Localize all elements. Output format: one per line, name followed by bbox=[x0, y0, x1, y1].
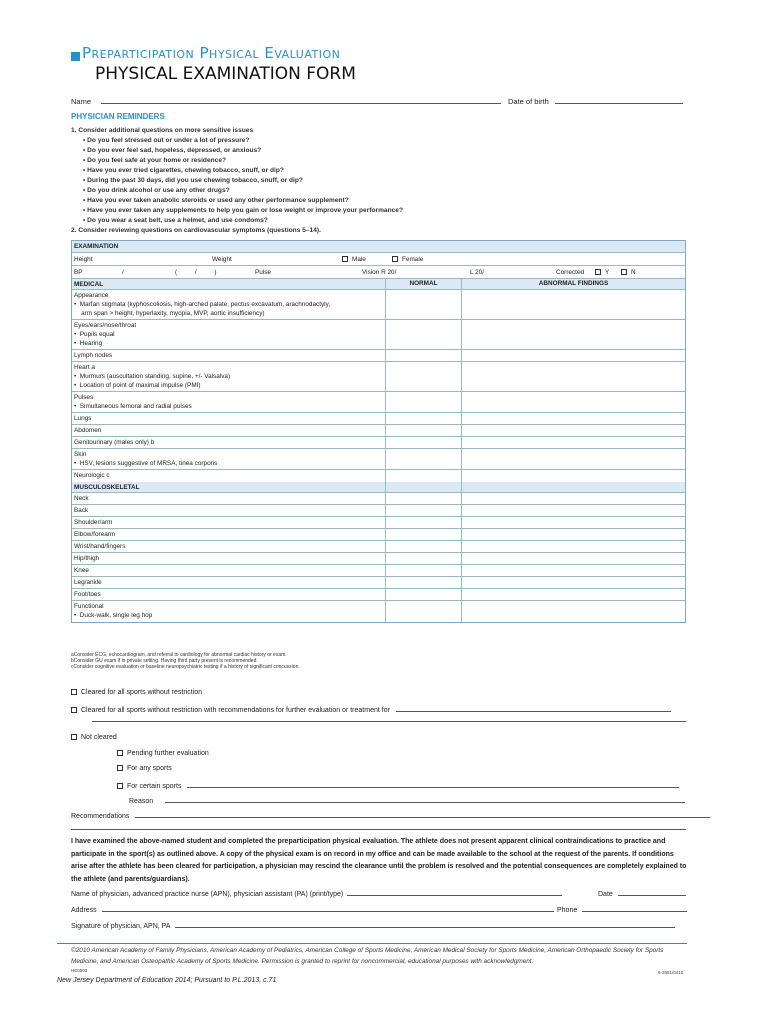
bullet-icon: • bbox=[83, 147, 88, 154]
nj-citation: New Jersey Department of Education 2014; Pursuant to P.L.2013, c.71 bbox=[57, 977, 277, 984]
height-label: Height bbox=[74, 256, 93, 263]
medical-row bbox=[72, 362, 685, 392]
bullet-icon: • bbox=[83, 207, 88, 214]
certain-sports-field[interactable] bbox=[187, 780, 679, 788]
male-option[interactable]: Male bbox=[342, 255, 366, 264]
checkbox-icon[interactable] bbox=[71, 689, 77, 695]
abnormal-findings-cell[interactable] bbox=[462, 553, 685, 564]
physician-statement: I have examined the above-named student and completed the preparticipation physical evaluation. The athlete does not present apparent clinical contraindications to practice and participate in the sport(s) as outlined above. A copy of the physical exam is on record in my office and can be made available to the school at the request of the parents. If conditions arise after the athlete has been cleared for participation, a physician may rescind the clearance until the problem is resolved and the potential consequences are completely explained to the athlete (and parents/guardians). bbox=[71, 838, 687, 883]
normal-cell[interactable] bbox=[386, 470, 462, 482]
name-row bbox=[71, 96, 501, 106]
abnormal-heading: ABNORMAL FINDINGS bbox=[538, 280, 609, 287]
checkbox-icon[interactable] bbox=[71, 734, 77, 740]
abnormal-findings-cell[interactable] bbox=[462, 601, 685, 622]
abnormal-findings-cell[interactable] bbox=[462, 470, 685, 482]
page-title: PHYSICAL EXAMINATION FORM bbox=[95, 64, 356, 84]
reminder-bullet: • Have you ever taken any supplements to help you gain or lose weight or improve your performance? bbox=[83, 207, 403, 214]
sig-date-field[interactable] bbox=[618, 888, 686, 896]
bp-vision-row bbox=[72, 266, 685, 279]
reminders-heading: PHYSICIAN REMINDERS bbox=[71, 112, 165, 121]
footnote: aConsider ECG, echocardiogram, and referral to cardiology for abnormal cardiac history or exam. bbox=[71, 652, 287, 658]
checkbox-icon[interactable] bbox=[621, 269, 627, 275]
msk-row bbox=[72, 541, 685, 553]
abnormal-findings-cell[interactable] bbox=[462, 362, 685, 391]
name-label: Name bbox=[71, 97, 92, 106]
bullet-icon: • bbox=[83, 197, 88, 204]
abnormal-findings-cell[interactable] bbox=[462, 529, 685, 540]
further-eval-field[interactable] bbox=[396, 704, 671, 712]
checkbox-icon[interactable] bbox=[117, 765, 123, 771]
name-field[interactable] bbox=[101, 96, 501, 104]
normal-cell[interactable] bbox=[386, 290, 462, 319]
pending-option[interactable]: Pending further evaluation bbox=[117, 750, 209, 757]
normal-cell[interactable] bbox=[386, 425, 462, 436]
medical-row bbox=[72, 425, 685, 437]
normal-cell[interactable] bbox=[386, 493, 462, 504]
reminder-bullet: • Do you feel safe at your home or residence? bbox=[83, 157, 227, 164]
form-code-right: 9-2681/0410 bbox=[658, 970, 684, 975]
corrected-label: Corrected bbox=[556, 269, 585, 276]
checkbox-icon[interactable] bbox=[117, 783, 123, 789]
normal-cell[interactable] bbox=[386, 437, 462, 448]
medical-row-label: Lungs bbox=[72, 413, 386, 424]
medical-row bbox=[72, 320, 685, 350]
abnormal-findings-cell[interactable] bbox=[462, 565, 685, 576]
reminder-bullet: • Do you feel stressed out or under a lot of pressure? bbox=[83, 137, 250, 144]
abnormal-findings-cell[interactable] bbox=[462, 493, 685, 504]
msk-row bbox=[72, 517, 685, 529]
medical-row-label: Pulses • Simultaneous femoral and radial pulses bbox=[72, 392, 386, 412]
msk-row-label: Knee bbox=[72, 565, 386, 576]
recommendations-label: Recommendations bbox=[71, 813, 130, 820]
normal-cell[interactable] bbox=[386, 392, 462, 412]
exam-heading: EXAMINATION bbox=[74, 243, 119, 250]
medical-row bbox=[72, 290, 685, 320]
footnote: bConsider GU exam if in private setting. Having third party present is recommended. bbox=[71, 658, 258, 664]
checkbox-icon[interactable] bbox=[392, 256, 398, 262]
reminder-bullets bbox=[71, 136, 403, 226]
female-option[interactable]: Female bbox=[392, 255, 423, 264]
abnormal-findings-cell[interactable] bbox=[462, 517, 685, 528]
msk-row-label: Wrist/hand/fingers bbox=[72, 541, 386, 552]
msk-row-label: Back bbox=[72, 505, 386, 516]
checkbox-icon[interactable] bbox=[117, 750, 123, 756]
normal-cell[interactable] bbox=[386, 320, 462, 349]
msk-row bbox=[72, 505, 685, 517]
medical-heading-row bbox=[72, 279, 685, 290]
clear-opt3[interactable]: Not cleared bbox=[71, 734, 117, 741]
msk-rows bbox=[72, 493, 685, 622]
abnormal-findings-cell[interactable] bbox=[462, 392, 685, 412]
clear-opt1[interactable]: Cleared for all sports without restriction bbox=[71, 689, 202, 696]
reminder-bullet: • Do you drink alcohol or use any other drugs? bbox=[83, 187, 230, 194]
bullet-icon: • bbox=[83, 177, 88, 184]
recommendations-line2[interactable] bbox=[71, 822, 686, 832]
normal-cell[interactable] bbox=[386, 577, 462, 588]
msk-row bbox=[72, 553, 685, 565]
reminder-item-2: 2. Consider reviewing questions on cardiovascular symptoms (questions 5–14). bbox=[71, 227, 321, 234]
msk-row bbox=[72, 601, 685, 622]
bp-label: BP bbox=[74, 269, 83, 276]
medical-row-label: Genitourinary (males only) b bbox=[72, 437, 386, 448]
address-label: Address bbox=[71, 907, 97, 914]
msk-row bbox=[72, 529, 685, 541]
msk-row-label: Leg/ankle bbox=[72, 577, 386, 588]
abnormal-findings-cell[interactable] bbox=[462, 505, 685, 516]
reminder-bullet: • Have you ever tried cigarettes, chewing tobacco, snuff, or dip? bbox=[83, 167, 284, 174]
pulse-label: Pulse bbox=[255, 269, 271, 276]
reminder-bullet: • Have you ever taken anabolic steroids or used any other performance supplement? bbox=[83, 197, 349, 204]
bullet-icon: • bbox=[83, 137, 88, 144]
abnormal-findings-cell[interactable] bbox=[462, 425, 685, 436]
msk-row bbox=[72, 565, 685, 577]
checkbox-icon[interactable] bbox=[71, 707, 77, 713]
bullet-icon: • bbox=[83, 157, 88, 164]
height-weight-row bbox=[72, 253, 685, 266]
vision-left-label: L 20/ bbox=[470, 269, 484, 276]
signature-row bbox=[71, 920, 675, 930]
medical-row bbox=[72, 413, 685, 425]
reason-field[interactable] bbox=[165, 795, 685, 803]
abnormal-findings-cell[interactable] bbox=[462, 320, 685, 349]
dob-row bbox=[508, 96, 683, 106]
msk-row-label: Functional • Duck-walk, single leg hop bbox=[72, 601, 386, 622]
medical-rows bbox=[72, 290, 685, 482]
normal-cell[interactable] bbox=[386, 413, 462, 424]
normal-cell[interactable] bbox=[386, 541, 462, 552]
msk-row-label: Shoulder/arm bbox=[72, 517, 386, 528]
footer-divider bbox=[57, 943, 687, 944]
weight-label: Weight bbox=[212, 256, 232, 263]
reminder-item-1: 1. Consider additional questions on more sensitive issues bbox=[71, 127, 254, 134]
checkbox-icon[interactable] bbox=[342, 256, 348, 262]
msk-row-label: Elbow/forearm bbox=[72, 529, 386, 540]
exam-heading-row bbox=[72, 241, 685, 253]
bp-slash: / bbox=[122, 269, 124, 276]
address-field[interactable] bbox=[102, 904, 554, 912]
msk-row-label: Foot/toes bbox=[72, 589, 386, 600]
msk-row bbox=[72, 577, 685, 589]
clear-opt2[interactable]: Cleared for all sports without restriction with recommendations for further evaluation or treatment for bbox=[71, 704, 671, 714]
checkbox-icon[interactable] bbox=[595, 269, 601, 275]
reminders-list bbox=[71, 126, 403, 236]
medical-row-label: Neurologic c bbox=[72, 470, 386, 482]
medical-row-label: Lymph nodes bbox=[72, 350, 386, 361]
bullet-icon: • bbox=[83, 187, 88, 194]
medical-row-label: Heart a • Murmurs (auscultation standing, supine, +/- Valsalva) • Location of point of maximal impulse (PMI) bbox=[72, 362, 386, 391]
medical-row-label: Skin • HSV, lesions suggestive of MRSA, tinea corporis bbox=[72, 449, 386, 469]
reason-row bbox=[129, 795, 685, 805]
normal-cell[interactable] bbox=[386, 449, 462, 469]
signature-field[interactable] bbox=[175, 920, 675, 928]
copyright-notice: ©2010 American Academy of Family Physicians, American Academy of Pediatrics, American College of Sports Medicine, American Medical Society for Sports Medicine, American Orthopaedic Society for Sports Medicine, and American Osteopathic Academy of Sports Medicine. Permission is granted to reprint for noncommercial, educational purposes with acknowledgment. bbox=[71, 947, 664, 965]
medical-row bbox=[72, 350, 685, 362]
normal-cell[interactable] bbox=[386, 517, 462, 528]
abnormal-findings-cell[interactable] bbox=[462, 589, 685, 600]
normal-cell[interactable] bbox=[386, 553, 462, 564]
dob-field[interactable] bbox=[555, 96, 683, 104]
msk-row-label: Hip/thigh bbox=[72, 553, 386, 564]
footnote: cConsider cognitive evaluation or baseline neuropsychiatric testing if a history of significant concussion. bbox=[71, 664, 300, 670]
form-subtitle: Preparticipation Physical Evaluation bbox=[71, 44, 340, 62]
normal-cell[interactable] bbox=[386, 529, 462, 540]
reminder-bullet: • During the past 30 days, did you use chewing tobacco, snuff, or dip? bbox=[83, 177, 303, 184]
msk-heading-row bbox=[72, 482, 685, 493]
medical-row-label: Eyes/ears/nose/throat • Pupils equal • Hearing bbox=[72, 320, 386, 349]
bullet-icon: • bbox=[83, 217, 88, 224]
signature-label: Signature of physician, APN, PA bbox=[71, 923, 171, 930]
sig-date-label: Date bbox=[598, 891, 613, 898]
abnormal-findings-cell[interactable] bbox=[462, 413, 685, 424]
further-eval-line2[interactable] bbox=[92, 714, 686, 724]
medical-row-label: Abdomen bbox=[72, 425, 386, 436]
bp-recheck: ( / ) bbox=[175, 269, 217, 276]
dob-label: Date of birth bbox=[508, 97, 549, 106]
recommendations-field[interactable] bbox=[135, 810, 710, 818]
certain-sports-option[interactable]: For certain sports bbox=[117, 780, 679, 790]
physician-name-field[interactable] bbox=[347, 888, 562, 896]
abnormal-findings-cell[interactable] bbox=[462, 577, 685, 588]
footnotes bbox=[71, 652, 300, 670]
medical-row bbox=[72, 392, 685, 413]
bullet-icon: • bbox=[83, 167, 88, 174]
medical-row bbox=[72, 470, 685, 482]
phone-label: Phone bbox=[557, 907, 578, 914]
normal-cell[interactable] bbox=[386, 565, 462, 576]
abnormal-findings-cell[interactable] bbox=[462, 290, 685, 319]
phone-row bbox=[557, 904, 687, 914]
normal-cell[interactable] bbox=[386, 601, 462, 622]
msk-row-label: Neck bbox=[72, 493, 386, 504]
sig-date-row bbox=[598, 888, 686, 898]
phone-field[interactable] bbox=[582, 904, 687, 912]
msk-row bbox=[72, 493, 685, 505]
vision-right-label: Vision R 20/ bbox=[362, 269, 397, 276]
normal-heading: NORMAL bbox=[386, 279, 462, 289]
abnormal-findings-cell[interactable] bbox=[462, 541, 685, 552]
reason-label: Reason bbox=[129, 798, 154, 805]
corrected-yes[interactable]: Y bbox=[595, 268, 609, 277]
form-code-left: HE0503 bbox=[71, 968, 88, 973]
physician-name-row bbox=[71, 888, 562, 898]
normal-cell[interactable] bbox=[386, 362, 462, 391]
address-row bbox=[71, 904, 554, 914]
normal-cell[interactable] bbox=[386, 350, 462, 361]
square-bullet-icon bbox=[71, 52, 80, 61]
any-sports-option[interactable]: For any sports bbox=[117, 765, 172, 772]
msk-heading: MUSCULOSKELETAL bbox=[72, 482, 386, 492]
corrected-no[interactable]: N bbox=[621, 268, 636, 277]
reminder-bullet: • Do you wear a seat belt, use a helmet, and use condoms? bbox=[83, 217, 268, 224]
medical-heading: MEDICAL bbox=[72, 279, 386, 289]
medical-row bbox=[72, 449, 685, 470]
msk-row bbox=[72, 589, 685, 601]
reminder-bullet: • Do you ever feel sad, hopeless, depressed, or anxious? bbox=[83, 147, 262, 154]
normal-cell[interactable] bbox=[386, 505, 462, 516]
physician-name-label: Name of physician, advanced practice nurse (APN), physician assistant (PA) (print/type) bbox=[71, 891, 344, 898]
examination-table bbox=[71, 240, 686, 623]
medical-row-label: Appearance • Marfan stigmata (kyphoscoliosis, high-arched palate, pectus excavatum, arachnodactyly, arm span > height, hyperlaxity, myopia, MVP, aortic insufficiency) bbox=[72, 290, 386, 319]
abnormal-findings-cell[interactable] bbox=[462, 350, 685, 361]
abnormal-findings-cell[interactable] bbox=[462, 437, 685, 448]
recommendations-row bbox=[71, 810, 710, 820]
abnormal-findings-cell[interactable] bbox=[462, 449, 685, 469]
medical-row bbox=[72, 437, 685, 449]
normal-cell[interactable] bbox=[386, 589, 462, 600]
